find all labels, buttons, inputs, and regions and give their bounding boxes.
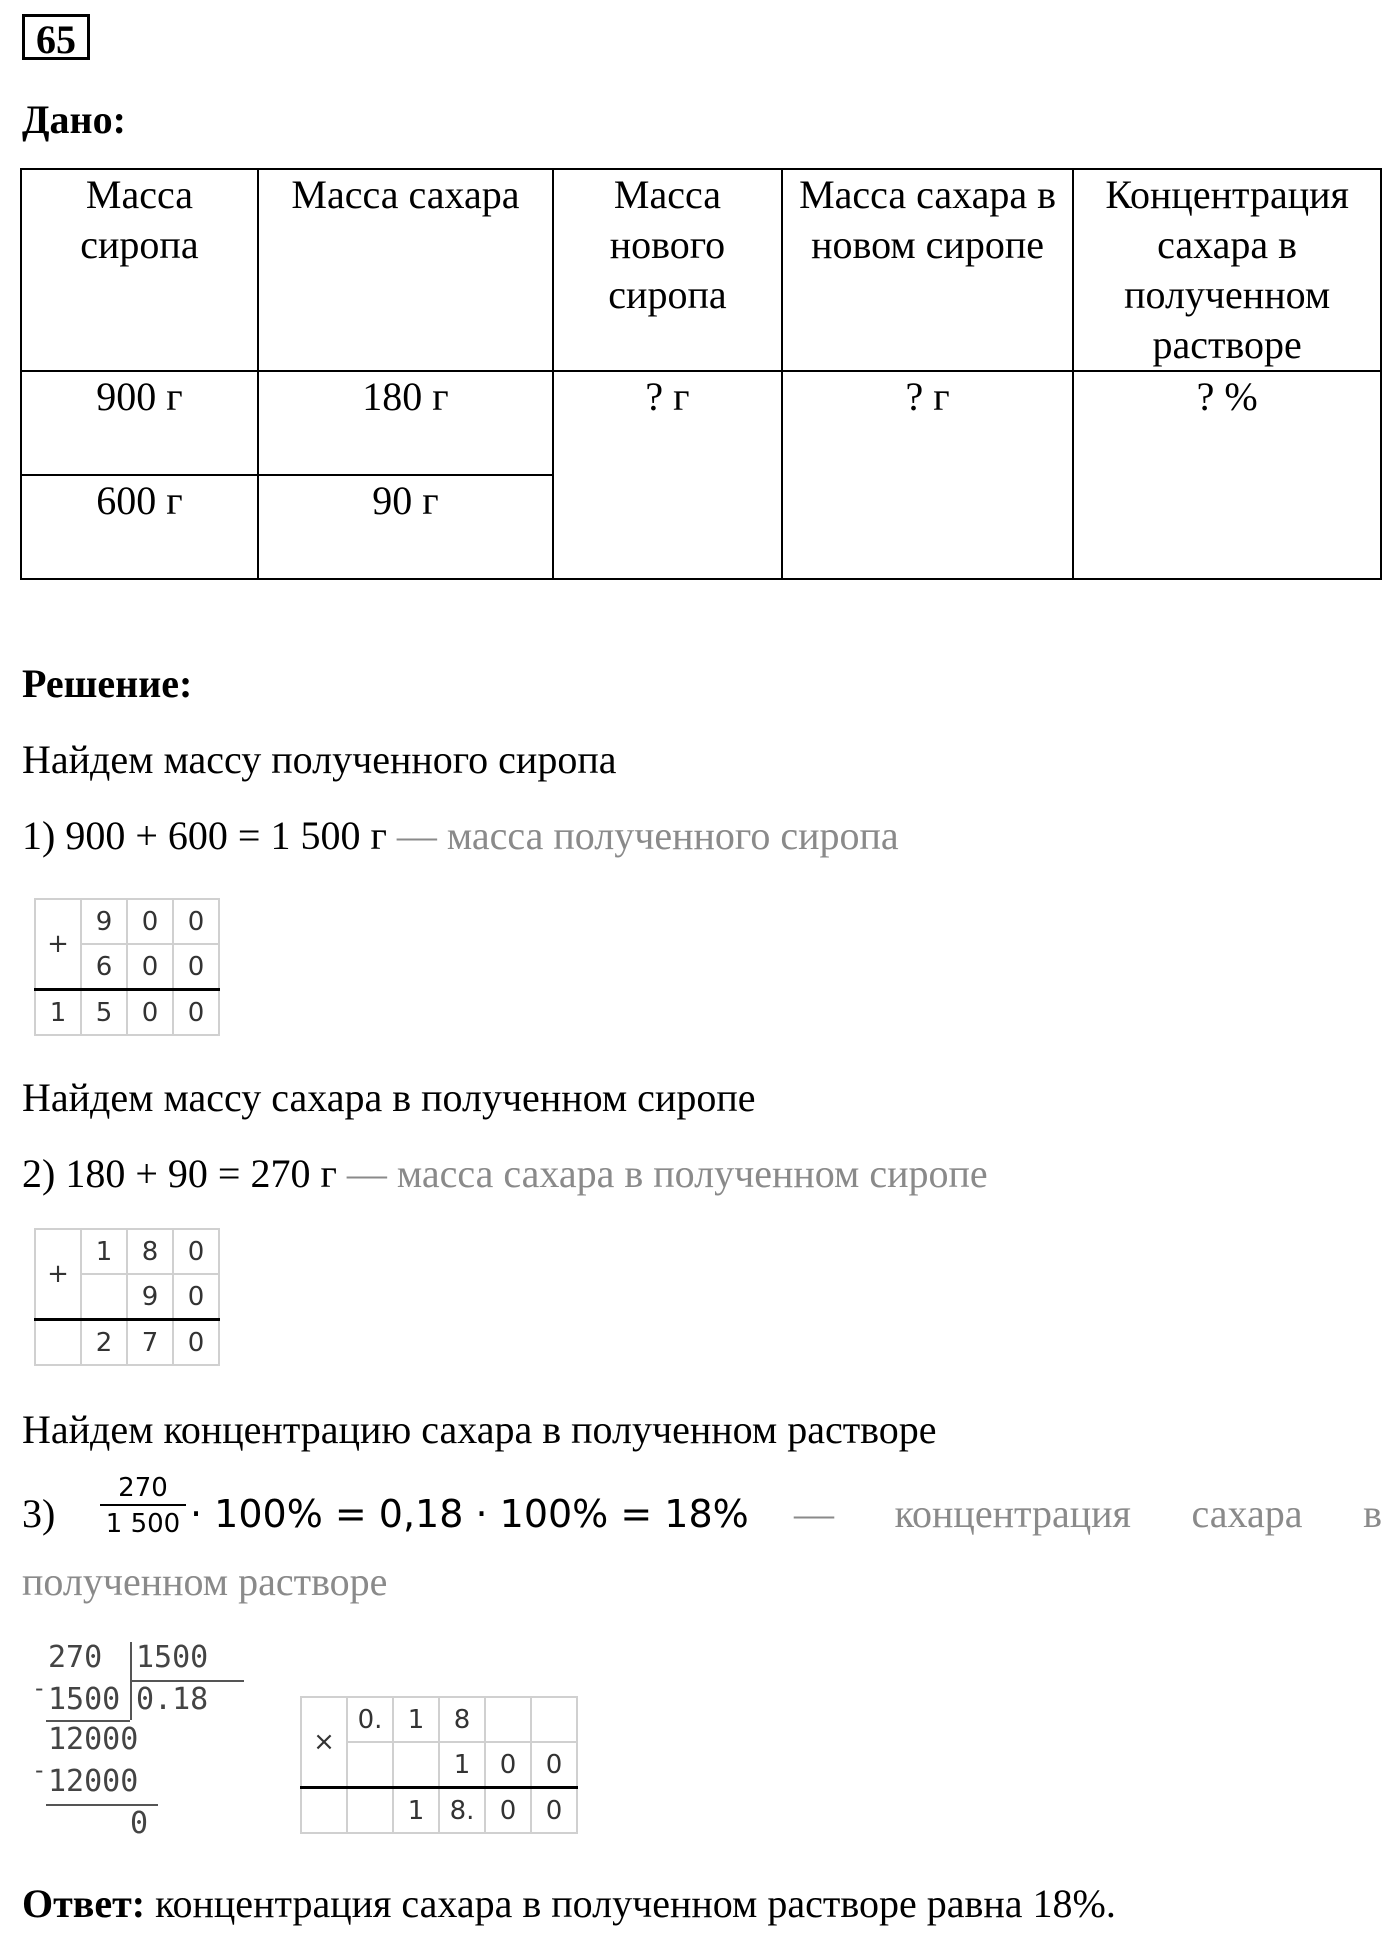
header-cell: Масса сахара xyxy=(258,169,553,371)
digit-cell: 1 xyxy=(439,1742,485,1788)
solution-heading: Решение: xyxy=(22,661,193,706)
digit-cell: 2 xyxy=(81,1320,127,1366)
step2-equation-line xyxy=(22,1150,988,1198)
digit-cell: 8 xyxy=(439,1697,485,1742)
plus-sign: + xyxy=(35,1229,81,1320)
digit-cell: 0 xyxy=(173,1274,219,1320)
digit-cell: 1 xyxy=(393,1788,439,1834)
digit-cell: 9 xyxy=(127,1274,173,1320)
multiplication-grid xyxy=(300,1696,578,1834)
subtrahend-1: 1500 xyxy=(48,1682,121,1717)
step1-intro: Найдем массу полученного сиропа xyxy=(22,737,617,782)
step3-note-b: полученном растворе xyxy=(22,1559,388,1604)
step2-equation: 2) 180 + 90 = 270 г xyxy=(22,1151,337,1196)
addition-grid-1 xyxy=(34,898,220,1036)
digit-cell: 5 xyxy=(81,990,127,1036)
digit-cell xyxy=(347,1742,393,1788)
digit-cell: 8. xyxy=(439,1788,485,1834)
header-cell: Концентрация сахара в полученном растворе xyxy=(1073,169,1381,371)
long-division xyxy=(32,1640,232,1840)
digit-cell: 6 xyxy=(81,944,127,990)
step3-expression: · 100% = 0,18 · 100% = 18% xyxy=(190,1492,749,1536)
answer-line xyxy=(22,1880,1116,1928)
remainder-2: 0 xyxy=(130,1806,149,1841)
digit-cell xyxy=(81,1274,127,1320)
digit-cell: 0 xyxy=(173,899,219,944)
digit-cell: 0. xyxy=(347,1697,393,1742)
step2-intro: Найдем массу сахара в полученном сиропе xyxy=(22,1075,756,1120)
digit-cell: 0 xyxy=(173,990,219,1036)
times-sign: × xyxy=(301,1697,347,1788)
digit-cell xyxy=(347,1788,393,1834)
step1-note: — масса полученного сиропа xyxy=(396,813,899,858)
table-row xyxy=(21,371,1381,475)
digit-cell xyxy=(531,1697,577,1742)
answer-label: Ответ: xyxy=(22,1881,146,1926)
digit-cell: 0 xyxy=(531,1788,577,1834)
given-table xyxy=(20,168,1382,580)
table-header-row xyxy=(21,169,1381,371)
step1-equation: 1) 900 + 600 = 1 500 г xyxy=(22,813,387,858)
fraction-numerator: 270 xyxy=(100,1472,186,1506)
problem-number: 65 xyxy=(22,14,90,60)
table-cell: 900 г xyxy=(21,371,258,475)
digit-cell: 0 xyxy=(173,944,219,990)
digit-cell: 0 xyxy=(127,944,173,990)
header-cell: Масса сахара в новом сиропе xyxy=(782,169,1073,371)
step3-intro: Найдем концентрацию сахара в полученном растворе xyxy=(22,1407,937,1452)
digit-cell: 0 xyxy=(485,1788,531,1834)
minus-sign: - xyxy=(32,1756,47,1784)
digit-cell: 1 xyxy=(393,1697,439,1742)
digit-cell xyxy=(301,1788,347,1834)
digit-cell xyxy=(485,1697,531,1742)
digit-cell: 0 xyxy=(127,899,173,944)
digit-cell: 8 xyxy=(127,1229,173,1274)
plus-sign: + xyxy=(35,899,81,990)
digit-cell xyxy=(35,1320,81,1366)
subtrahend-2: 12000 xyxy=(48,1764,139,1799)
fraction xyxy=(100,1472,186,1542)
divisor: 1500 xyxy=(136,1640,209,1675)
step3-note-a: — концентрация сахара в xyxy=(794,1491,1382,1536)
digit-cell: 0 xyxy=(127,990,173,1036)
table-cell: 90 г xyxy=(258,475,553,579)
step3-label: 3) xyxy=(22,1491,56,1536)
digit-cell: 0 xyxy=(485,1742,531,1788)
digit-cell: 0 xyxy=(173,1320,219,1366)
table-cell: ? г xyxy=(553,371,782,579)
remainder-1: 12000 xyxy=(48,1722,139,1757)
step2-note: — масса сахара в полученном сиропе xyxy=(346,1151,988,1196)
digit-cell: 1 xyxy=(81,1229,127,1274)
table-cell: ? % xyxy=(1073,371,1381,579)
quotient: 0.18 xyxy=(136,1682,209,1717)
table-cell: 180 г xyxy=(258,371,553,475)
header-cell: Масса сиропа xyxy=(21,169,258,371)
minus-sign: - xyxy=(32,1674,47,1702)
addition-grid-2 xyxy=(34,1228,220,1366)
given-heading: Дано: xyxy=(22,97,126,142)
dividend: 270 xyxy=(48,1640,103,1675)
answer-text: концентрация сахара в полученном растворе равна 18%. xyxy=(155,1881,1116,1926)
digit-cell xyxy=(393,1742,439,1788)
digit-cell: 1 xyxy=(35,990,81,1036)
step1-equation-line xyxy=(22,812,899,860)
digit-cell: 0 xyxy=(531,1742,577,1788)
table-cell: ? г xyxy=(782,371,1073,579)
digit-cell: 9 xyxy=(81,899,127,944)
digit-cell: 7 xyxy=(127,1320,173,1366)
table-cell: 600 г xyxy=(21,475,258,579)
fraction-denominator: 1 500 xyxy=(105,1509,181,1539)
digit-cell: 0 xyxy=(173,1229,219,1274)
header-cell: Масса нового сиропа xyxy=(553,169,782,371)
